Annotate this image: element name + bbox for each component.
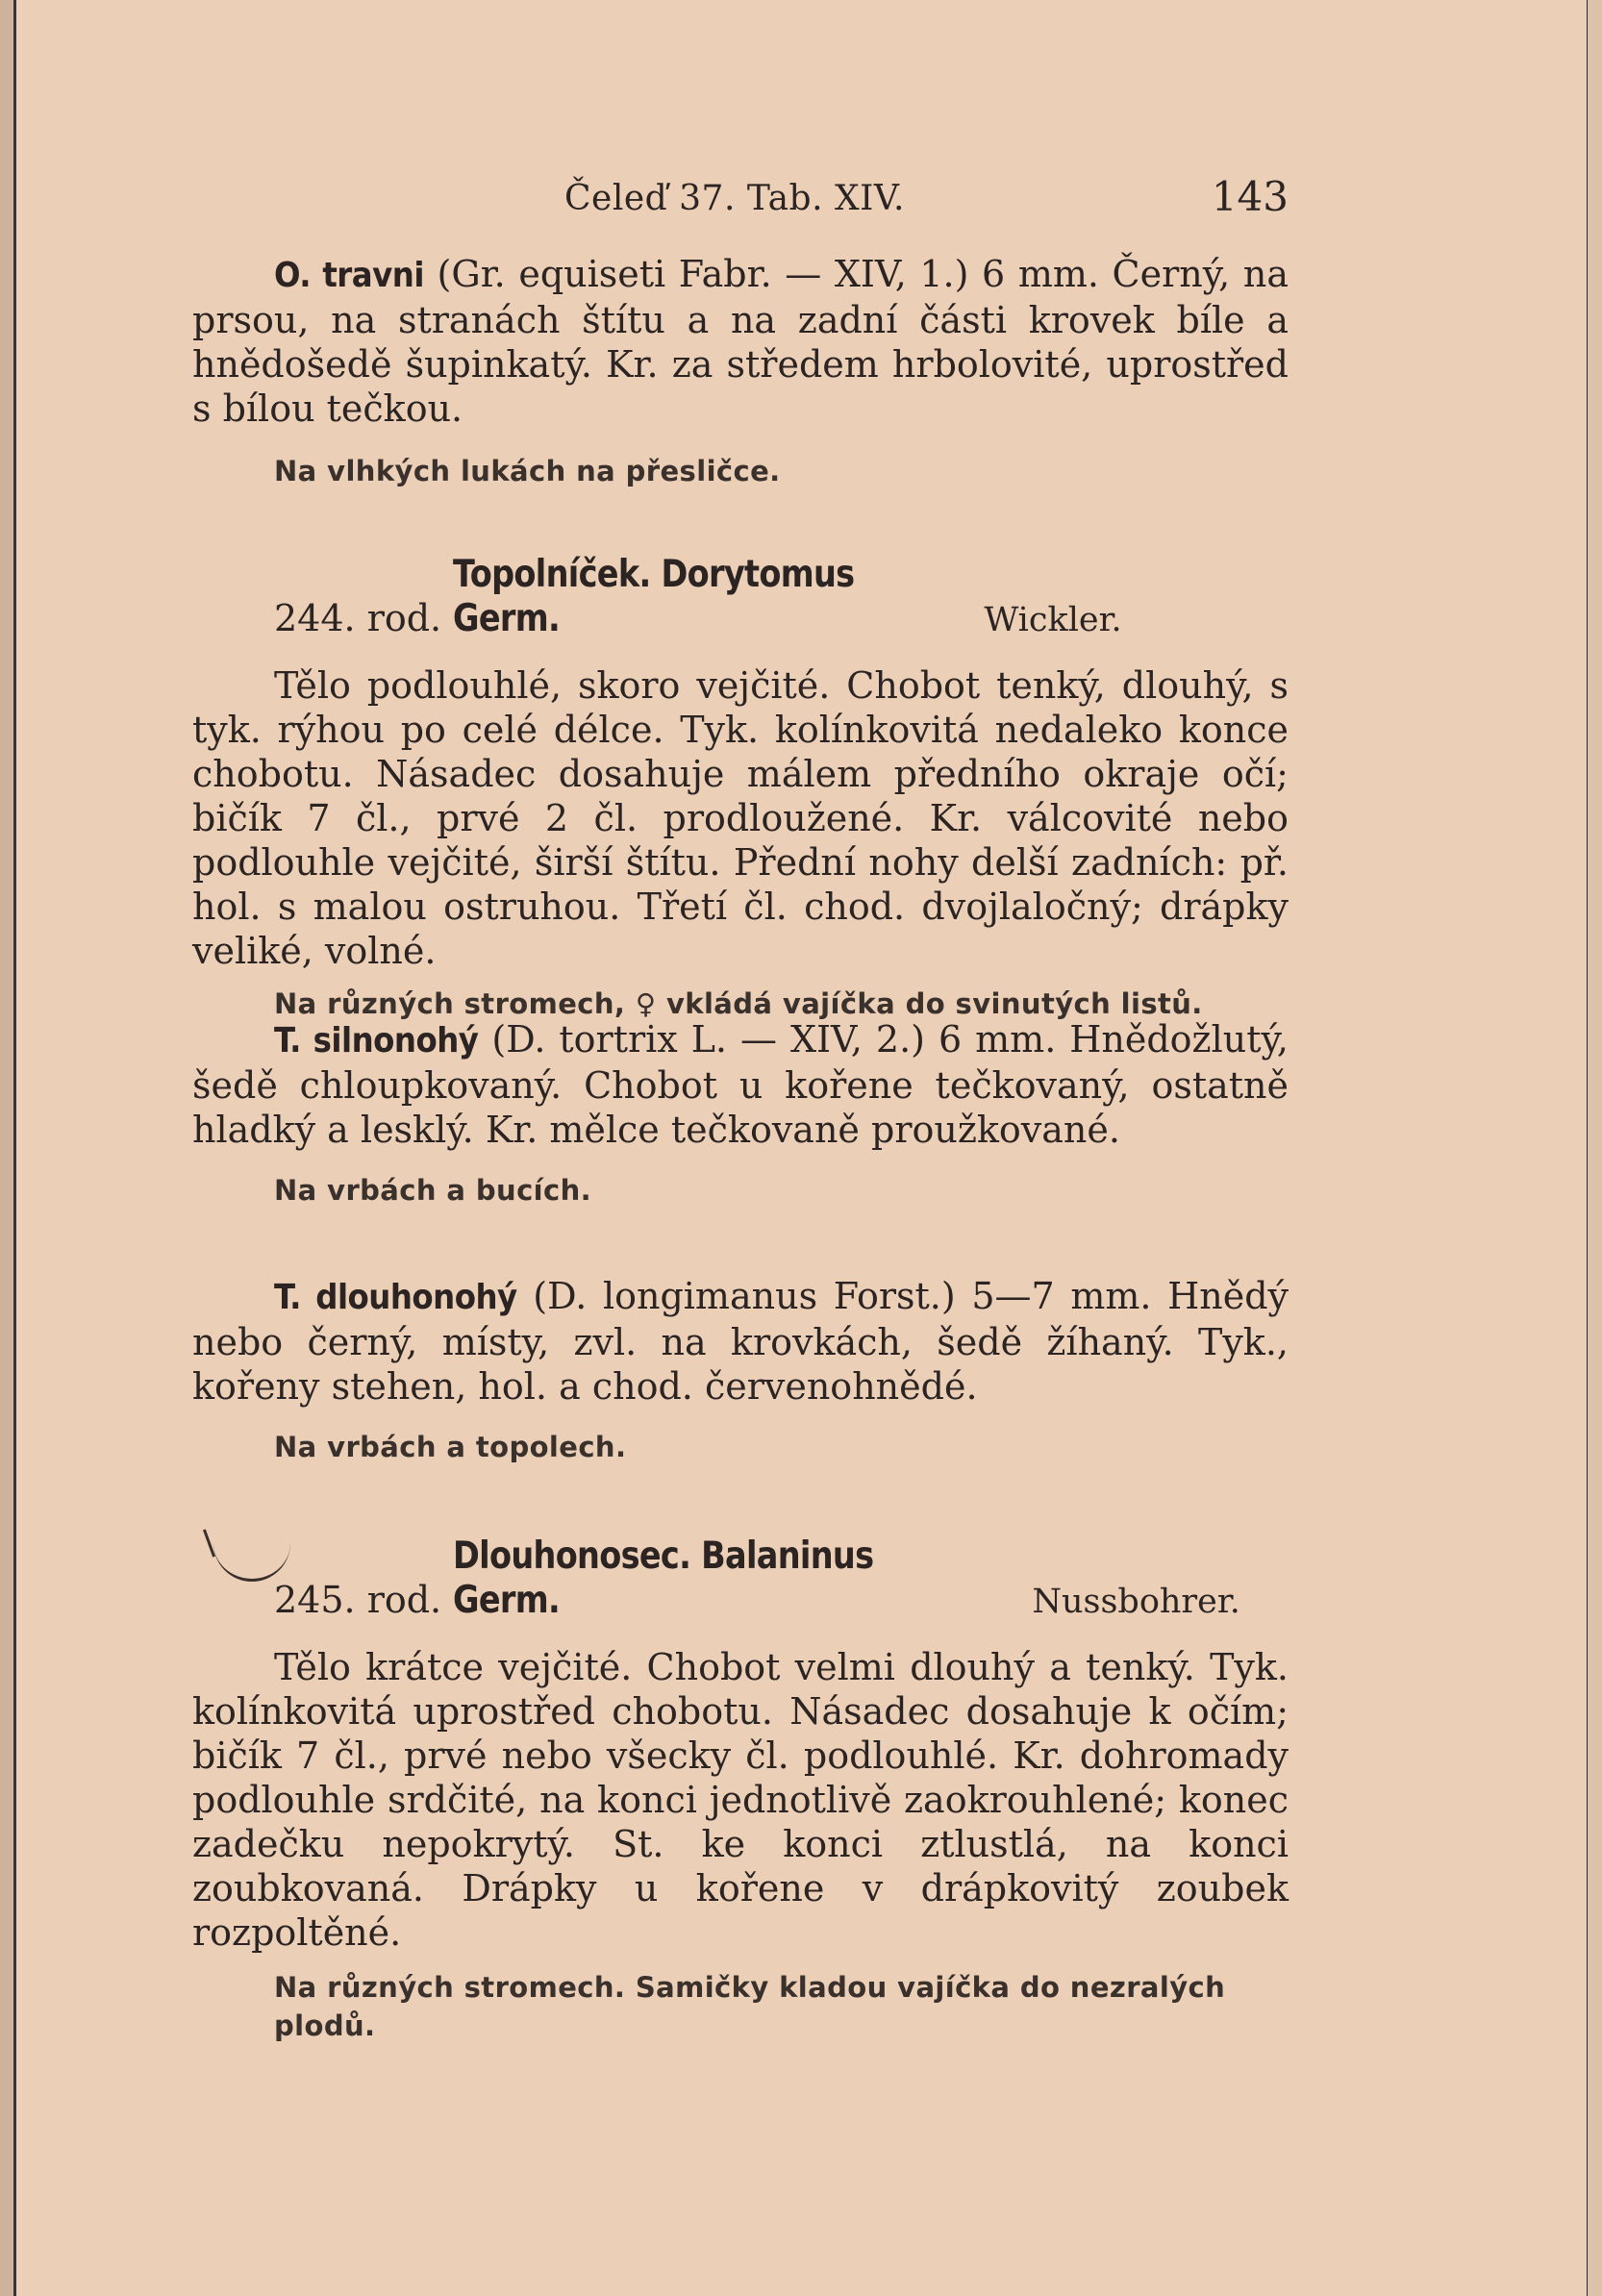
genus-german-name: Wickler. [984,601,1122,639]
species-description: (D. tortrix L. — XIV, 2.) 6 mm. Hnědožlutý, šedě chloupkovaný. Chobot u kořene tečkovaný, ostatně hladký a lesklý. Kr. mělce tečkovaně proužkované. [192,1018,1289,1151]
page-header [192,173,1289,221]
entry-dlouhonohy-text [192,1274,1289,1409]
genus-number: 245. rod. [274,1579,442,1621]
genus-name: Dlouhonosec. Balaninus Germ. [453,1535,874,1622]
entry-travni-text [192,252,1289,431]
species-name: O. travni [274,256,424,295]
habitat-note: Na různých stromech, ♀ vkládá vajíčka do svinutých listů. [274,987,1203,1020]
genus-244 [192,553,1289,1023]
genus-description: Tělo krátce vejčité. Chobot velmi dlouhý a tenký. Tyk. kolínkovitá uprostřed chobotu. Násadec dosahuje k očím; bičík 7 čl., prvé nebo všecky čl. podlouhlé. Kr. dohromady podlouhle srdčité, na konci jednotlivě zaokrouhlené; konec zadečku nepokrytý. St. ke konci ztlustlá, na konci zoubkovaná. Drápky u kořene v drápkovitý zoubek rozpoltěné. [192,1646,1289,1954]
entry-dlouhonohy [192,1274,1289,1466]
page-right-edge [1588,0,1602,2296]
genus-name: Topolníček. Dorytomus Germ. [453,553,855,640]
habitat-note: Na vlhkých lukách na přesličce. [274,455,781,487]
habitat-note: Na různých stromech. Samičky kladou vajíčka do nezralých plodů. [274,1971,1226,2042]
genus-heading [192,1535,1289,1624]
habitat-note: Na vrbách a topolech. [274,1431,627,1463]
page-binding-line [13,0,16,2296]
genus-245 [192,1535,1289,2045]
genus-heading [192,553,1289,642]
species-description: (D. longimanus Forst.) 5—7 mm. Hnědý nebo černý, místy, zvl. na krovkách, šedě žíhaný. Tyk., kořeny stehen, hol. a chod. červenohnědé. [192,1275,1289,1408]
entry-silnonohy-text [192,1017,1289,1152]
species-name: T. dlouhonohý [274,1278,517,1317]
running-head: Čeleď 37. Tab. XIV. [564,179,905,218]
entry-travni [192,252,1289,490]
genus-number: 244. rod. [274,597,442,639]
species-description: (Gr. equiseti Fabr. — XIV, 1.) 6 mm. Černý, na prsou, na stranách štítu a na zadní části krovek bíle a hnědošedě šupinkatý. Kr. za středem hrbolovité, uprostřed s bílou tečkou. [192,253,1289,430]
habitat-note: Na vrbách a bucích. [274,1174,592,1207]
page-binding-edge [0,0,13,2296]
page-number: 143 [1211,173,1289,220]
genus-description: Tělo podlouhlé, skoro vejčité. Chobot tenký, dlouhý, s tyk. rýhou po celé délce. Tyk. kolínkovitá nedaleko konce chobotu. Násadec dosahuje málem předního okraje očí; bičík 7 čl., prvé 2 čl. prodloužené. Kr. válcovité nebo podlouhle vejčité, širší štítu. Přední nohy delší zadních: př. hol. s malou ostruhou. Třetí čl. chod. dvojlaločný; drápky veliké, volné. [192,664,1289,972]
genus-german-name: Nussbohrer. [1032,1583,1240,1621]
species-name: T. silnonohý [274,1021,479,1061]
entry-silnonohy [192,1017,1289,1210]
